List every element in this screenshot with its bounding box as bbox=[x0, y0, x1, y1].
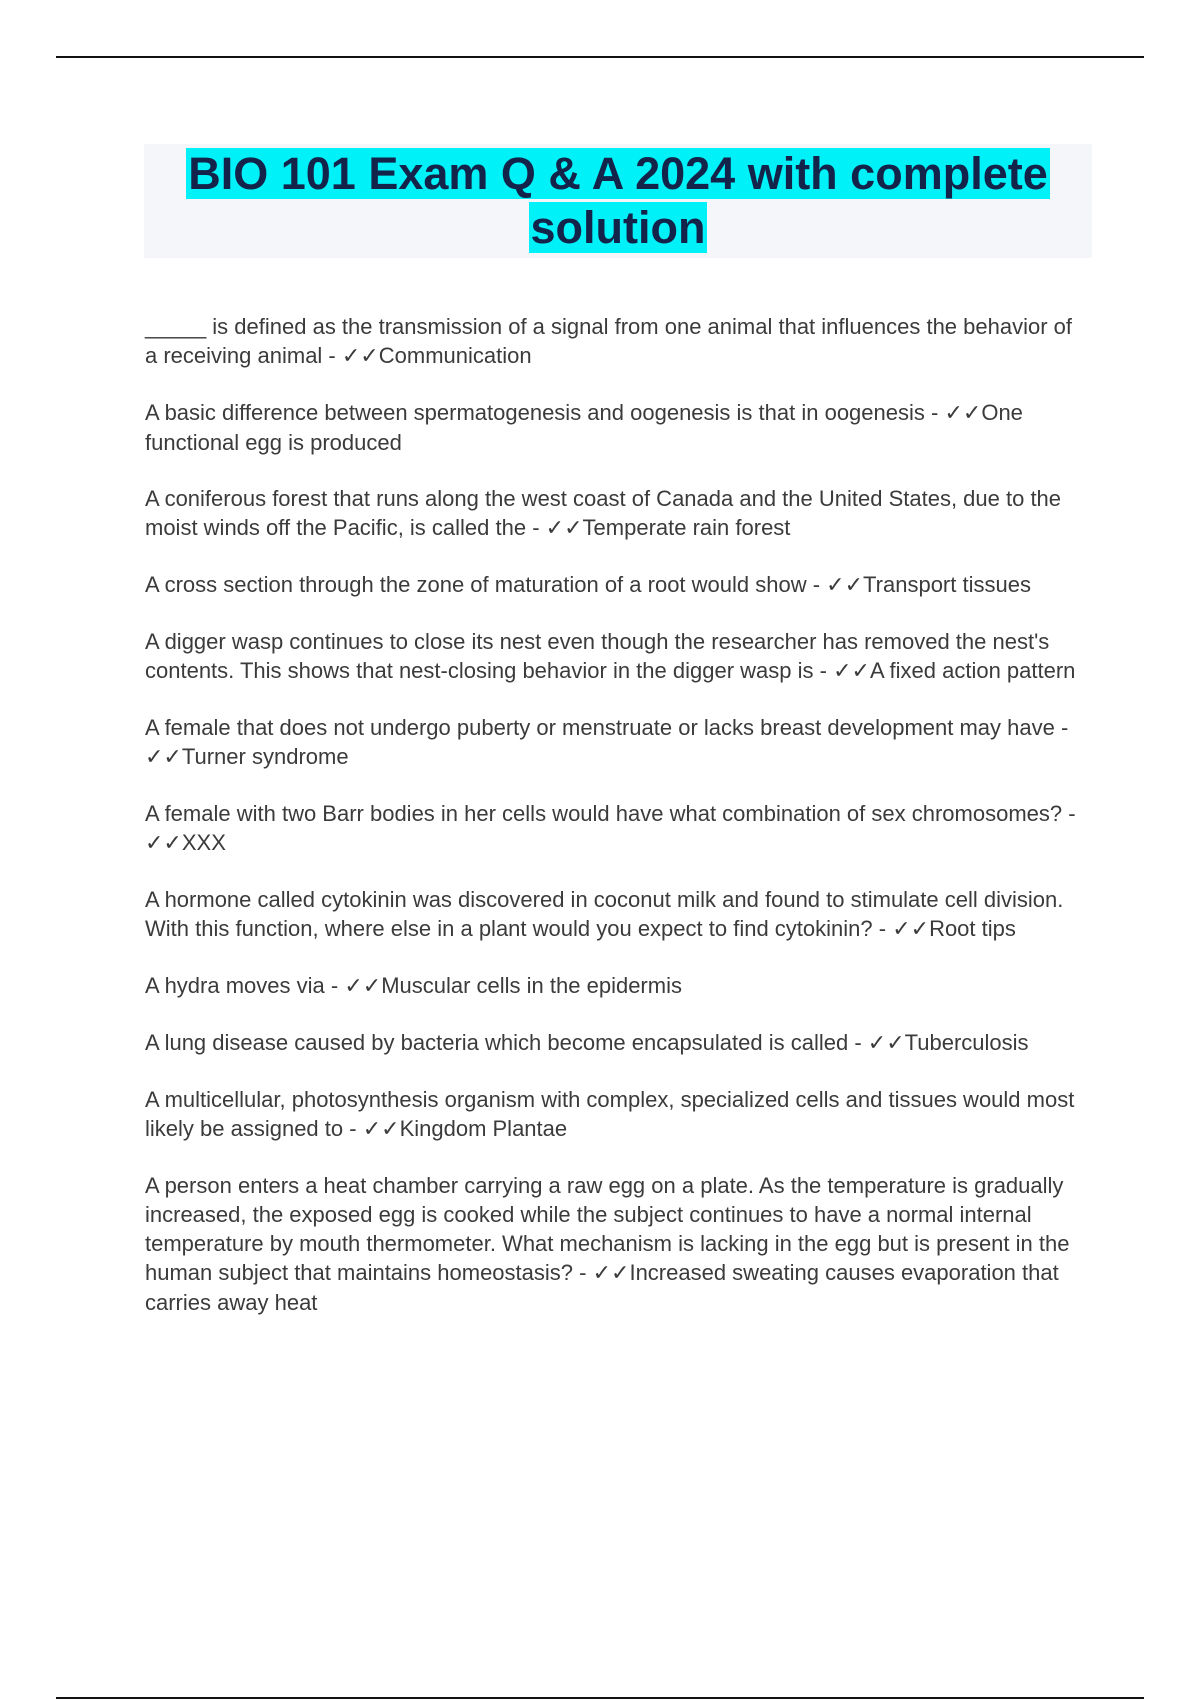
separator: - bbox=[526, 515, 546, 540]
question-text: A hormone called cytokinin was discovered in coconut milk and found to stimulate cell division. With this function, where else in a plant would you expect to find cytokinin? bbox=[145, 887, 1064, 941]
page-title bbox=[144, 144, 1092, 255]
question-text: A lung disease caused by bacteria which become encapsulated is called bbox=[145, 1030, 849, 1055]
qa-item bbox=[145, 484, 1090, 543]
qa-item bbox=[145, 799, 1090, 858]
answer-text: A fixed action pattern bbox=[869, 658, 1076, 683]
answer-text: One functional egg is produced bbox=[145, 400, 1023, 455]
question-text: A multicellular, photosynthesis organism with complex, specialized cells and tissues would most likely be assigned to bbox=[145, 1087, 1075, 1141]
qa-item bbox=[145, 971, 1090, 1001]
separator: - bbox=[813, 658, 834, 683]
qa-item bbox=[145, 1028, 1090, 1058]
question-text: A female that does not undergo puberty or menstruate or lacks breast development may have bbox=[145, 715, 1055, 740]
separator: - bbox=[872, 916, 893, 941]
check-icon: ✓✓ bbox=[867, 1031, 905, 1056]
separator: - bbox=[924, 400, 945, 425]
qa-item bbox=[145, 627, 1090, 686]
separator: - bbox=[343, 1116, 363, 1141]
question-text: _____ is defined as the transmission of a signal from one animal that influences the behavior of a receiving animal bbox=[145, 314, 1072, 368]
bottom-rule bbox=[56, 1697, 1144, 1699]
separator: - bbox=[1062, 801, 1076, 826]
separator: - bbox=[322, 343, 342, 368]
answer-text: Increased sweating causes evaporation that carries away heat bbox=[145, 1260, 1059, 1315]
answer-text: XXX bbox=[181, 830, 226, 855]
question-text: A basic difference between spermatogenesis and oogenesis is that in oogenesis bbox=[145, 400, 925, 425]
separator: - bbox=[1054, 715, 1069, 740]
check-icon: ✓✓ bbox=[341, 344, 379, 369]
answer-text: Transport tissues bbox=[863, 572, 1031, 597]
separator: - bbox=[324, 973, 345, 998]
check-icon: ✓✓ bbox=[145, 745, 182, 770]
qa-item bbox=[145, 1085, 1090, 1144]
qa-item bbox=[145, 398, 1090, 457]
top-rule bbox=[56, 56, 1144, 58]
check-icon: ✓✓ bbox=[362, 1117, 400, 1142]
qa-list bbox=[145, 312, 1090, 1344]
check-icon: ✓✓ bbox=[545, 516, 583, 541]
answer-text: Turner syndrome bbox=[181, 744, 349, 769]
title-panel bbox=[144, 144, 1092, 258]
check-icon: ✓✓ bbox=[892, 917, 930, 942]
question-text: A digger wasp continues to close its nest even though the researcher has removed the nest's contents. This shows that nest-closing behavior in the digger wasp is bbox=[145, 629, 1050, 683]
answer-text: Temperate rain forest bbox=[582, 515, 791, 540]
answer-text: Root tips bbox=[929, 916, 1016, 941]
question-text: A hydra moves via bbox=[145, 973, 325, 998]
qa-item bbox=[145, 885, 1090, 944]
question-text: A cross section through the zone of maturation of a root would show bbox=[145, 572, 807, 597]
qa-item bbox=[145, 570, 1090, 600]
answer-text: Muscular cells in the epidermis bbox=[381, 973, 682, 998]
check-icon: ✓✓ bbox=[833, 659, 870, 684]
question-text: A coniferous forest that runs along the west coast of Canada and the United States, due to the moist winds off the Pacific, is called the bbox=[145, 486, 1062, 540]
separator: - bbox=[573, 1260, 593, 1285]
qa-item bbox=[145, 713, 1090, 772]
qa-item bbox=[145, 312, 1090, 371]
question-text: A person enters a heat chamber carrying a raw egg on a plate. As the temperature is gradually increased, the exposed egg is cooked while the subject continues to have a normal internal temperature by mouth thermometer. What mechanism is lacking in the egg but is present in the human subject that maintains homeostasis? bbox=[145, 1173, 1070, 1285]
separator: - bbox=[806, 572, 827, 597]
check-icon: ✓✓ bbox=[344, 974, 382, 999]
check-icon: ✓✓ bbox=[826, 573, 864, 598]
qa-item bbox=[145, 1171, 1090, 1317]
question-text: A female with two Barr bodies in her cells would have what combination of sex chromosomes? bbox=[145, 801, 1063, 826]
title-line-1: BIO 101 Exam Q & A 2024 with complete bbox=[188, 148, 1048, 199]
title-line-2: solution bbox=[530, 202, 706, 253]
separator: - bbox=[848, 1030, 868, 1055]
check-icon: ✓✓ bbox=[592, 1261, 630, 1286]
check-icon: ✓✓ bbox=[145, 831, 182, 856]
answer-text: Communication bbox=[378, 343, 532, 368]
answer-text: Kingdom Plantae bbox=[399, 1116, 568, 1141]
answer-text: Tuberculosis bbox=[904, 1030, 1029, 1055]
check-icon: ✓✓ bbox=[944, 401, 982, 426]
